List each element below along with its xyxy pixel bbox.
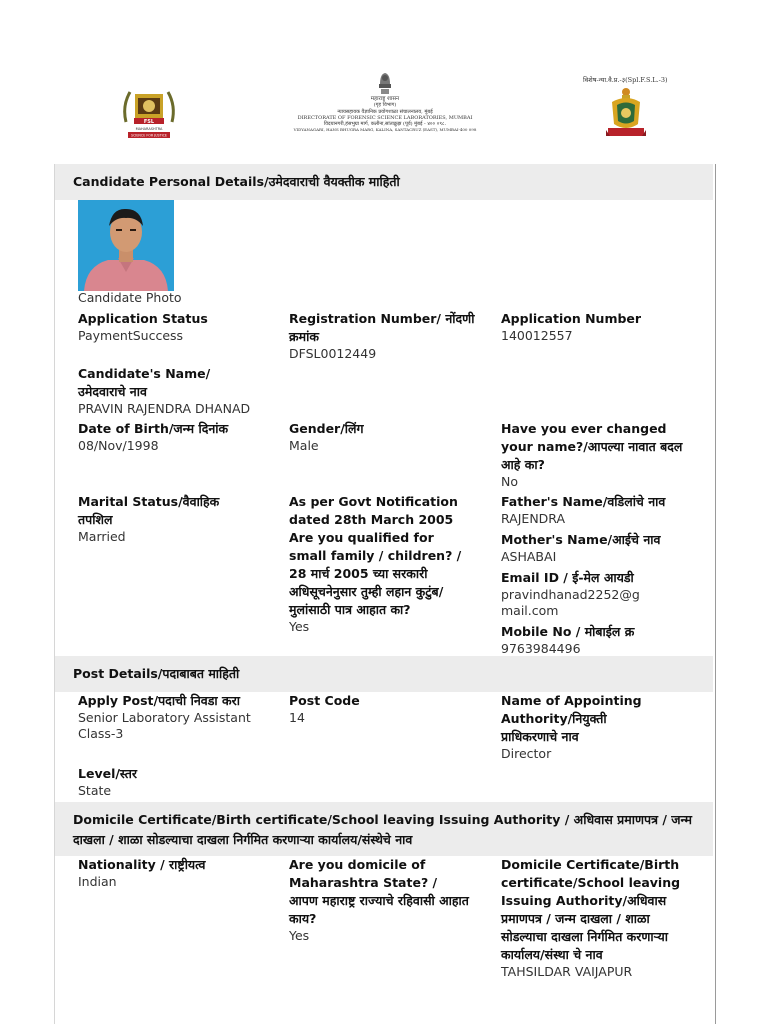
header-line: VIDYANAGARI, HANS BHUGRA MARG, KALINA, SANTACRUZ (EAST), MUMBAI-400 098 xyxy=(293,127,477,133)
field-email xyxy=(501,569,683,619)
candidate-photo xyxy=(78,200,174,291)
field-apply-post xyxy=(78,692,258,742)
field-label: Gender/लिंग xyxy=(289,421,364,436)
field-label: Application Number xyxy=(501,311,642,326)
header-line: विदयानगरी,हंसभुग्रा मार्ग, कलीना,सांताक्रुझ (पूर्व) मुंबई - ४०० ०९८. xyxy=(323,121,447,128)
field-value: Married xyxy=(78,529,126,544)
field-value: Director xyxy=(501,746,552,761)
field-value: 9763984496 xyxy=(501,641,581,656)
field-label: Post Code xyxy=(289,693,360,708)
field-level xyxy=(78,765,276,799)
field-value: PRAVIN RAJENDRA DHANAD xyxy=(78,401,251,416)
letterhead xyxy=(0,0,768,160)
field-label: Apply Post/पदाची निवडा करा xyxy=(78,693,240,708)
field-label: Candidate's Name/ उमेदवाराचे नाव xyxy=(78,366,211,399)
field-application-status xyxy=(78,310,276,344)
field-mobile xyxy=(501,623,683,657)
field-label: Mother's Name/आईचे नाव xyxy=(501,532,661,547)
photo-caption: Candidate Photo xyxy=(78,290,182,305)
field-issuing-authority xyxy=(501,856,691,980)
field-label: Name of Appointing Authority/नियुक्ती प्राधिकरणाचे नाव xyxy=(501,693,642,744)
field-label: Father's Name/वडिलांचे नाव xyxy=(501,494,666,509)
field-value: Indian xyxy=(78,874,117,889)
field-label: Email ID / ई-मेल आयडी xyxy=(501,570,634,585)
field-label: Nationality / राष्ट्रीयत्व xyxy=(78,857,206,872)
field-value: PaymentSuccess xyxy=(78,328,184,343)
field-marital-status xyxy=(78,493,248,545)
svg-text:SCIENCE FOR JUSTICE: SCIENCE FOR JUSTICE xyxy=(130,133,168,138)
field-post-code xyxy=(289,692,487,726)
svg-text:FSL: FSL xyxy=(143,119,155,125)
field-value: TAHSILDAR VAIJAPUR xyxy=(501,964,633,979)
field-value: No xyxy=(501,474,518,489)
field-nationality xyxy=(78,856,276,890)
header-line: न्यायसहायक वैज्ञानिक प्रयोगशाळा संचालनालय, मुंबई xyxy=(337,108,433,115)
field-value: Senior Laboratory Assistant Class-3 xyxy=(78,710,251,741)
field-label: Are you domicile of Maharashtra State? / आपण महाराष्ट्र राज्याचे रहिवासी आहात काय? xyxy=(289,857,469,926)
section-header-post: Post Details/पदाबाबत माहिती xyxy=(55,656,713,692)
field-maharashtra-domicile xyxy=(289,856,469,944)
header-line: (गृह विभाग) xyxy=(373,102,397,109)
field-label: Mobile No / मोबाईल क्र xyxy=(501,624,635,639)
field-label: Marital Status/वैवाहिक तपशिल xyxy=(78,494,220,527)
field-label: Registration Number/ नोंदणी क्रमांक xyxy=(289,311,475,344)
field-value: RAJENDRA xyxy=(501,511,566,526)
field-candidate-name xyxy=(78,365,268,417)
field-value: 14 xyxy=(289,710,305,725)
field-value: 08/Nov/1998 xyxy=(78,438,159,453)
emblem-icon xyxy=(373,70,397,96)
field-value: Male xyxy=(289,438,319,453)
field-appointing-authority xyxy=(501,692,661,762)
field-label: As per Govt Notification dated 28th March 2005 Are you qualified for small family / children? / 28 मार्च 2005 च्या सरकारी अधिसूचनेनुसार तुम्ही लहान कुटुंब/मुलांसाठी पात्र आहात का? xyxy=(289,494,462,617)
field-value: pravindhanad2252@gmail.com xyxy=(501,587,640,618)
field-value: State xyxy=(78,783,112,798)
header-line: DIRECTORATE OF FORENSIC SCIENCE LABORATORIES, MUMBAI xyxy=(297,114,473,121)
field-label: Level/स्तर xyxy=(78,766,138,781)
field-registration-number xyxy=(289,310,487,362)
header-line: महाराष्ट्र शासन xyxy=(370,96,400,102)
field-name-changed xyxy=(501,420,683,490)
field-label: Application Status xyxy=(78,311,208,326)
field-label: Domicile Certificate/Birth certificate/School leaving Issuing Authority/अधिवास प्रमाणपत्र / जन्म दाखला / शाळा सोडल्याचा दाखला निर्गमित करणाऱ्या कार्यालय/संस्था चे नाव xyxy=(501,857,681,962)
field-gender xyxy=(289,420,487,454)
field-small-family xyxy=(289,493,475,635)
svg-text:MAHARASHTRA: MAHARASHTRA xyxy=(135,127,163,131)
fsl-logo-icon xyxy=(118,82,180,140)
field-label: Have you ever changed your name?/आपल्या नावात बदल आहे का? xyxy=(501,421,683,472)
field-value: Yes xyxy=(289,928,310,943)
field-application-number xyxy=(501,310,699,344)
field-label: Date of Birth/जन्म दिनांक xyxy=(78,421,229,436)
field-mother-name xyxy=(501,531,683,565)
field-contact-group xyxy=(501,493,683,657)
field-value: 140012557 xyxy=(501,328,573,343)
section-header-domicile: Domicile Certificate/Birth certificate/School leaving Issuing Authority / अधिवास प्रमाणपत्र / जन्म दाखला / शाळा सोडल्याचा दाखला निर्गमित करणाऱ्या कार्यालय/संस्थेचे नाव xyxy=(55,802,713,856)
field-value: DFSL0012449 xyxy=(289,346,377,361)
reference-code: विशेष-न्या.वै.प्र.-३(Spl.F.S.L.-3) xyxy=(583,76,668,84)
field-value: ASHABAI xyxy=(501,549,557,564)
letterhead-address xyxy=(270,96,500,134)
field-value: Yes xyxy=(289,619,310,634)
field-father-name xyxy=(501,493,683,527)
field-dob xyxy=(78,420,276,454)
police-crest-icon xyxy=(604,86,648,140)
section-header-personal: Candidate Personal Details/उमेदवाराची वैयक्तीक माहिती xyxy=(55,164,713,200)
